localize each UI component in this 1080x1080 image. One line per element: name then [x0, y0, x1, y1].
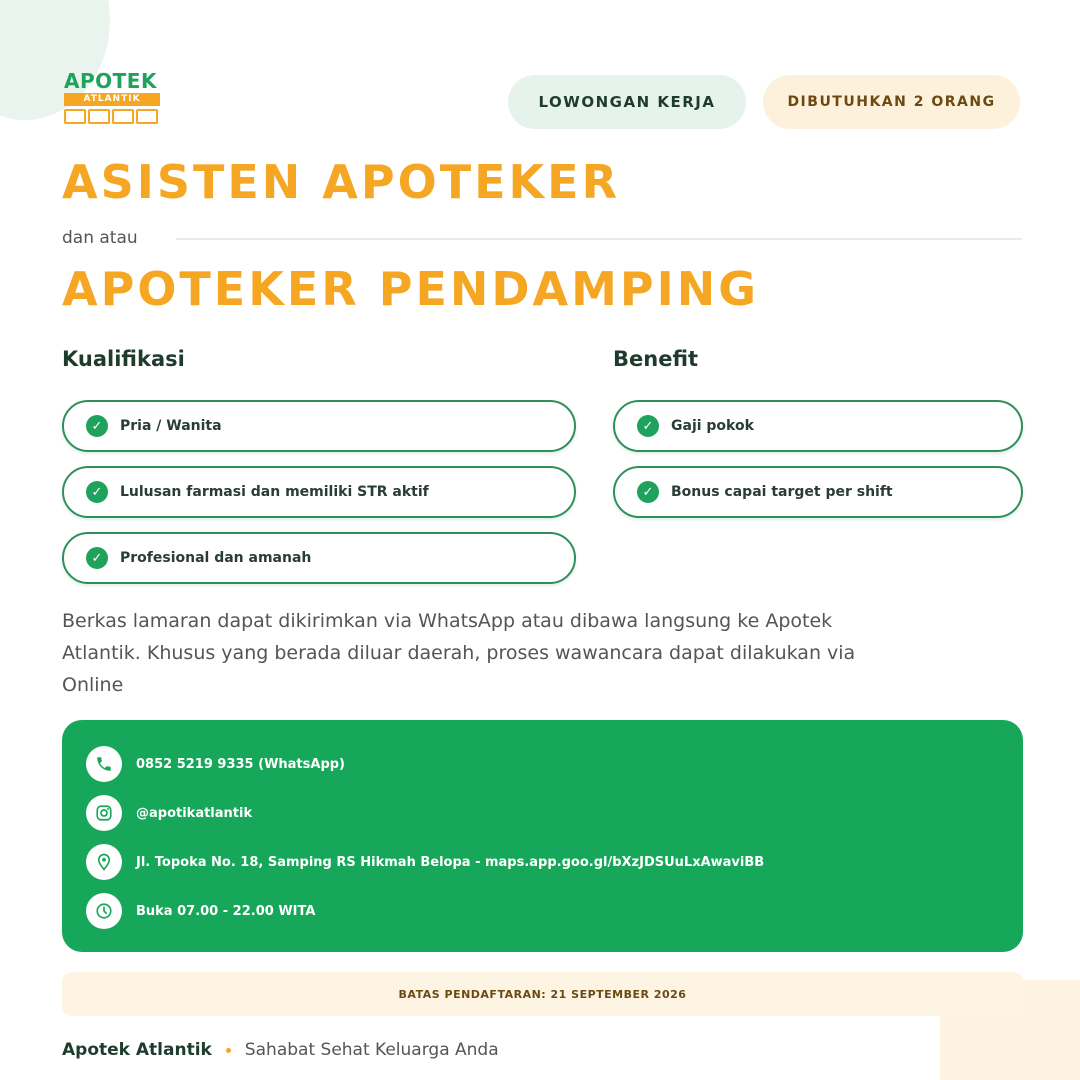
qualification-item	[62, 466, 576, 518]
logo-sub: ATLANTIK	[64, 93, 160, 106]
title-secondary: APOTEKER PENDAMPING	[62, 262, 760, 316]
qualification-label: Pria / Wanita	[120, 418, 222, 434]
qualification-label: Profesional dan amanah	[120, 550, 312, 566]
contact-address: Jl. Topoka No. 18, Samping RS Hikmah Belopa - maps.app.goo.gl/bXzJDSUuLxAwaviBB	[136, 854, 765, 870]
contact-address-row[interactable]	[86, 844, 764, 880]
qualification-item	[62, 532, 576, 584]
contact-instagram: @apotikatlantik	[136, 805, 253, 821]
footer	[62, 1040, 499, 1060]
footer-brand: Apotek Atlantik	[62, 1040, 212, 1060]
benefit-label: Bonus capai target per shift	[671, 484, 893, 500]
location-pin-icon	[86, 844, 122, 880]
logo-boxes	[64, 109, 162, 124]
contact-phone: 0852 5219 9335 (WhatsApp)	[136, 756, 345, 772]
divider	[176, 238, 1022, 240]
qualifications-heading: Kualifikasi	[62, 347, 185, 371]
logo	[64, 70, 162, 124]
job-opening-badge: LOWONGAN KERJA	[508, 75, 746, 129]
contact-hours-row	[86, 893, 315, 929]
benefit-item	[613, 466, 1023, 518]
clock-icon	[86, 893, 122, 929]
check-icon: ✓	[86, 415, 108, 437]
instagram-icon	[86, 795, 122, 831]
footer-separator	[226, 1048, 231, 1053]
check-icon: ✓	[86, 547, 108, 569]
check-icon: ✓	[637, 415, 659, 437]
positions-needed-badge: DIBUTUHKAN 2 ORANG	[763, 75, 1020, 129]
title-primary: ASISTEN APOTEKER	[62, 155, 620, 209]
application-description: Berkas lamaran dapat dikirimkan via WhatsApp atau dibawa langsung ke Apotek Atlantik. Khusus yang berada diluar daerah, proses wawancara dapat dilakukan via Online	[62, 610, 856, 696]
registration-deadline: BATAS PENDAFTARAN: 21 SEPTEMBER 2026	[62, 972, 1023, 1016]
contact-phone-row[interactable]	[86, 746, 345, 782]
contact-hours: Buka 07.00 - 22.00 WITA	[136, 903, 316, 919]
benefit-label: Gaji pokok	[671, 418, 754, 434]
qualification-label: Lulusan farmasi dan memiliki STR aktif	[120, 484, 429, 500]
contact-box	[62, 720, 1023, 952]
qualification-item	[62, 400, 576, 452]
check-icon: ✓	[86, 481, 108, 503]
benefits-heading: Benefit	[613, 347, 699, 371]
check-icon: ✓	[637, 481, 659, 503]
benefit-item	[613, 400, 1023, 452]
logo-word: APOTEK	[64, 69, 157, 93]
footer-tagline: Sahabat Sehat Keluarga Anda	[244, 1040, 499, 1060]
contact-instagram-row[interactable]	[86, 795, 252, 831]
phone-icon	[86, 746, 122, 782]
title-connector: dan atau	[62, 228, 138, 248]
